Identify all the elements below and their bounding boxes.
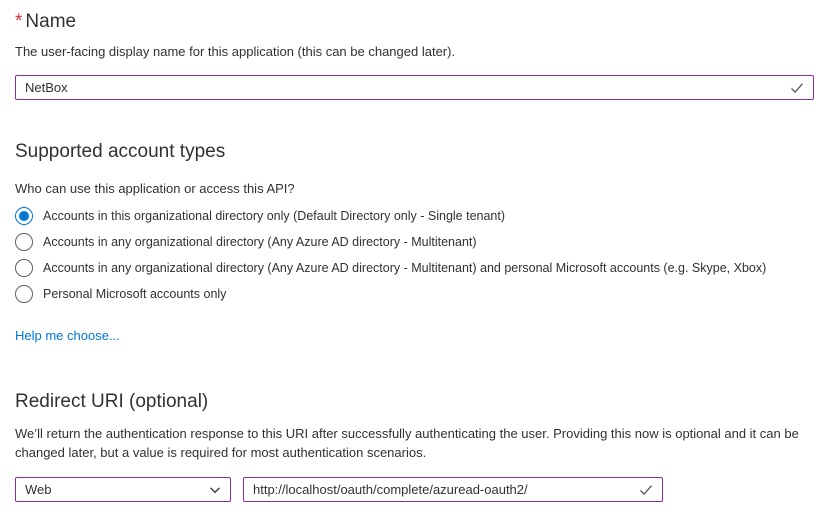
radio-button[interactable] — [15, 233, 33, 251]
platform-select[interactable] — [15, 477, 231, 502]
redirect-uri-section — [15, 392, 814, 502]
radio-option-multitenant[interactable] — [15, 233, 814, 251]
redirect-uri-controls — [15, 477, 814, 502]
platform-select-value: Web — [25, 482, 52, 497]
help-me-choose-link[interactable]: Help me choose... — [15, 328, 120, 343]
checkmark-icon — [790, 81, 804, 95]
name-input[interactable] — [15, 75, 814, 100]
radio-button[interactable] — [15, 207, 33, 225]
required-marker: * — [15, 11, 23, 32]
redirect-uri-input[interactable] — [243, 477, 663, 502]
account-types-section — [15, 142, 814, 345]
name-section — [15, 12, 814, 100]
name-input-wrap — [15, 75, 814, 100]
chevron-down-icon[interactable] — [209, 484, 221, 496]
redirect-uri-description: We’ll return the authentication response to this URI after successfully authenticating the user. Providing this now is optional and it can be changed later, but a value is required for most authentication scenarios. — [15, 426, 799, 460]
name-description: The user-facing display name for this application (this can be changed later). — [15, 44, 456, 59]
radio-option-single-tenant[interactable] — [15, 207, 814, 225]
account-types-question: Who can use this application or access this API? — [15, 181, 295, 196]
radio-option-label: Accounts in any organizational directory (Any Azure AD directory - Multitenant) — [43, 235, 477, 249]
redirect-uri-input-wrap — [243, 477, 663, 502]
name-title-text: Name — [25, 11, 77, 32]
radio-option-label: Accounts in this organizational directory only (Default Directory only - Single tenant) — [43, 209, 506, 223]
radio-option-multitenant-personal[interactable] — [15, 259, 814, 277]
radio-option-label: Accounts in any organizational directory (Any Azure AD directory - Multitenant) and personal Microsoft accounts (e.g. Skype, Xbox) — [43, 261, 767, 275]
radio-option-personal-only[interactable] — [15, 285, 814, 303]
redirect-uri-title: Redirect URI (optional) — [15, 391, 209, 412]
checkmark-icon — [639, 483, 653, 497]
radio-option-label: Personal Microsoft accounts only — [43, 287, 227, 301]
account-types-radio-group — [15, 207, 814, 303]
name-section-title — [15, 12, 814, 32]
radio-button[interactable] — [15, 259, 33, 277]
account-types-title: Supported account types — [15, 141, 226, 162]
radio-button[interactable] — [15, 285, 33, 303]
